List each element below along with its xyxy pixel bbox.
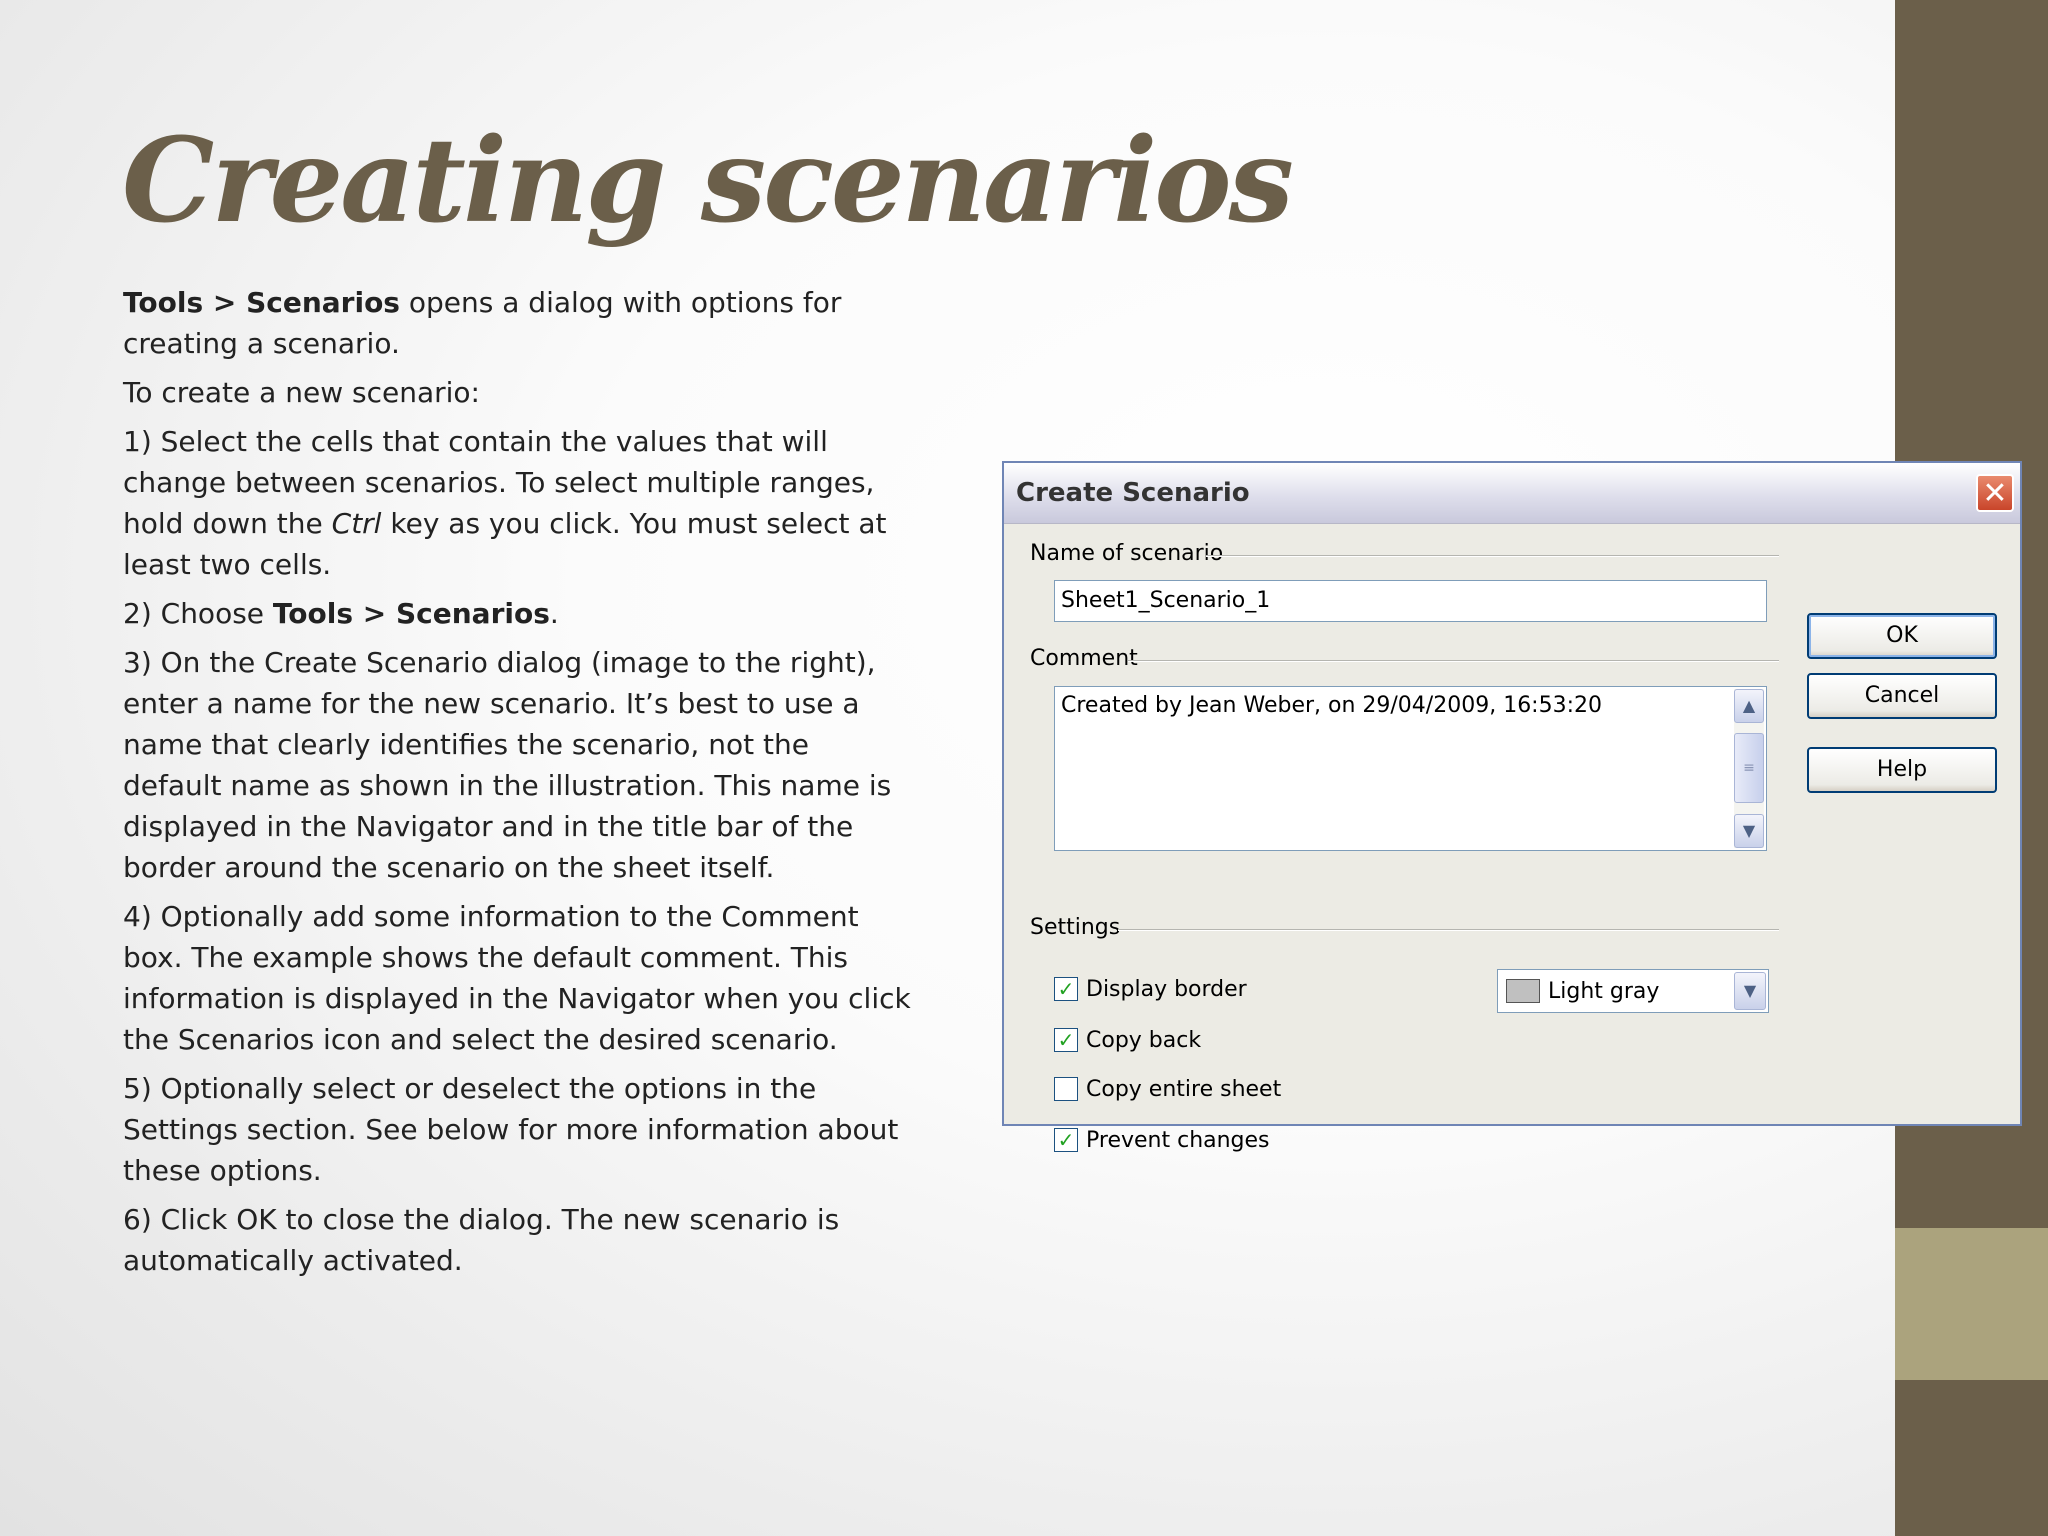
prevent-changes-checkbox[interactable] [1054,1125,1270,1155]
cancel-button[interactable]: Cancel [1807,673,1997,719]
comment-label: Comment [1030,646,1138,671]
checkbox-box[interactable]: ✓ [1054,1028,1078,1052]
checkbox-box[interactable] [1054,1077,1078,1101]
paragraph-7: 5) Optionally select or deselect the options in the Settings section. See below for more information about these options. [123,1072,899,1187]
checkbox-label: Display border [1086,976,1247,1002]
copy-entire-sheet-checkbox[interactable] [1054,1074,1281,1104]
paragraph-1: Tools > Scenarios opens a dialog with options for creating a scenario. [123,286,842,360]
color-swatch [1506,979,1540,1003]
checkbox-label: Copy back [1086,1027,1202,1053]
paragraph-2: To create a new scenario: [123,376,480,409]
divider [1128,660,1779,662]
comment-textarea[interactable] [1054,686,1767,851]
paragraph-5: 3) On the Create Scenario dialog (image to the right), enter a name for the new scenario. It’s best to use a name that clearly identifies the scenario, not the default name as shown in the illustration. This name is displayed in the Navigator and in the title bar of the border around the scenario on the sheet itself. [123,646,892,884]
divider [1118,929,1779,931]
scroll-thumb[interactable]: ≡ [1734,733,1764,803]
name-label: Name of scenario [1030,541,1224,566]
scenario-name-input[interactable]: Sheet1_Scenario_1 [1054,580,1767,622]
close-icon[interactable]: ✕ [1976,474,2014,512]
menu-path: Tools > Scenarios [272,597,550,630]
slide-body [123,282,913,1289]
paragraph-6: 4) Optionally add some information to the Comment box. The example shows the default comment. This information is displayed in the Navigator when you click the Scenarios icon and select the desired scenario. [123,900,911,1056]
dialog-titlebar[interactable] [1004,463,2020,524]
ctrl-key: Ctrl [331,507,382,540]
slide-title: Creating scenarios [122,113,1291,249]
create-scenario-dialog [1002,461,2022,1153]
chevron-down-icon[interactable]: ▼ [1734,972,1766,1010]
checkbox-box[interactable]: ✓ [1054,1128,1078,1152]
comment-text: Created by Jean Weber, on 29/04/2009, 16:53:20 [1061,693,1602,718]
display-border-checkbox[interactable] [1054,974,1247,1004]
checkbox-box[interactable]: ✓ [1054,977,1078,1001]
dialog-title: Create Scenario [1016,478,1250,508]
checkbox-label: Copy entire sheet [1086,1076,1282,1102]
dialog-body [1004,525,2020,1153]
paragraph-4: 2) Choose Tools > Scenarios. [123,597,559,630]
divider [1206,555,1779,557]
menu-path: Tools > Scenarios [123,286,400,319]
help-button[interactable]: Help [1807,747,1997,793]
comment-scrollbar[interactable] [1734,689,1764,848]
paragraph-3: 1) Select the cells that contain the values that will change between scenarios. To select multiple ranges, hold down the Ctrl key as you click. You must select at least two cells. [123,425,887,581]
settings-label: Settings [1030,915,1121,940]
scroll-down-icon[interactable]: ▼ [1734,814,1764,848]
border-color-value: Light gray [1548,979,1660,1004]
checkbox-label: Prevent changes [1086,1127,1270,1153]
paragraph-8: 6) Click OK to close the dialog. The new scenario is automatically activated. [123,1203,840,1277]
sidebar-accent-band [1895,1228,2048,1380]
copy-back-checkbox[interactable] [1054,1025,1201,1055]
ok-button[interactable]: OK [1807,613,1997,659]
scroll-up-icon[interactable]: ▲ [1734,689,1764,723]
border-color-select[interactable] [1497,969,1769,1013]
